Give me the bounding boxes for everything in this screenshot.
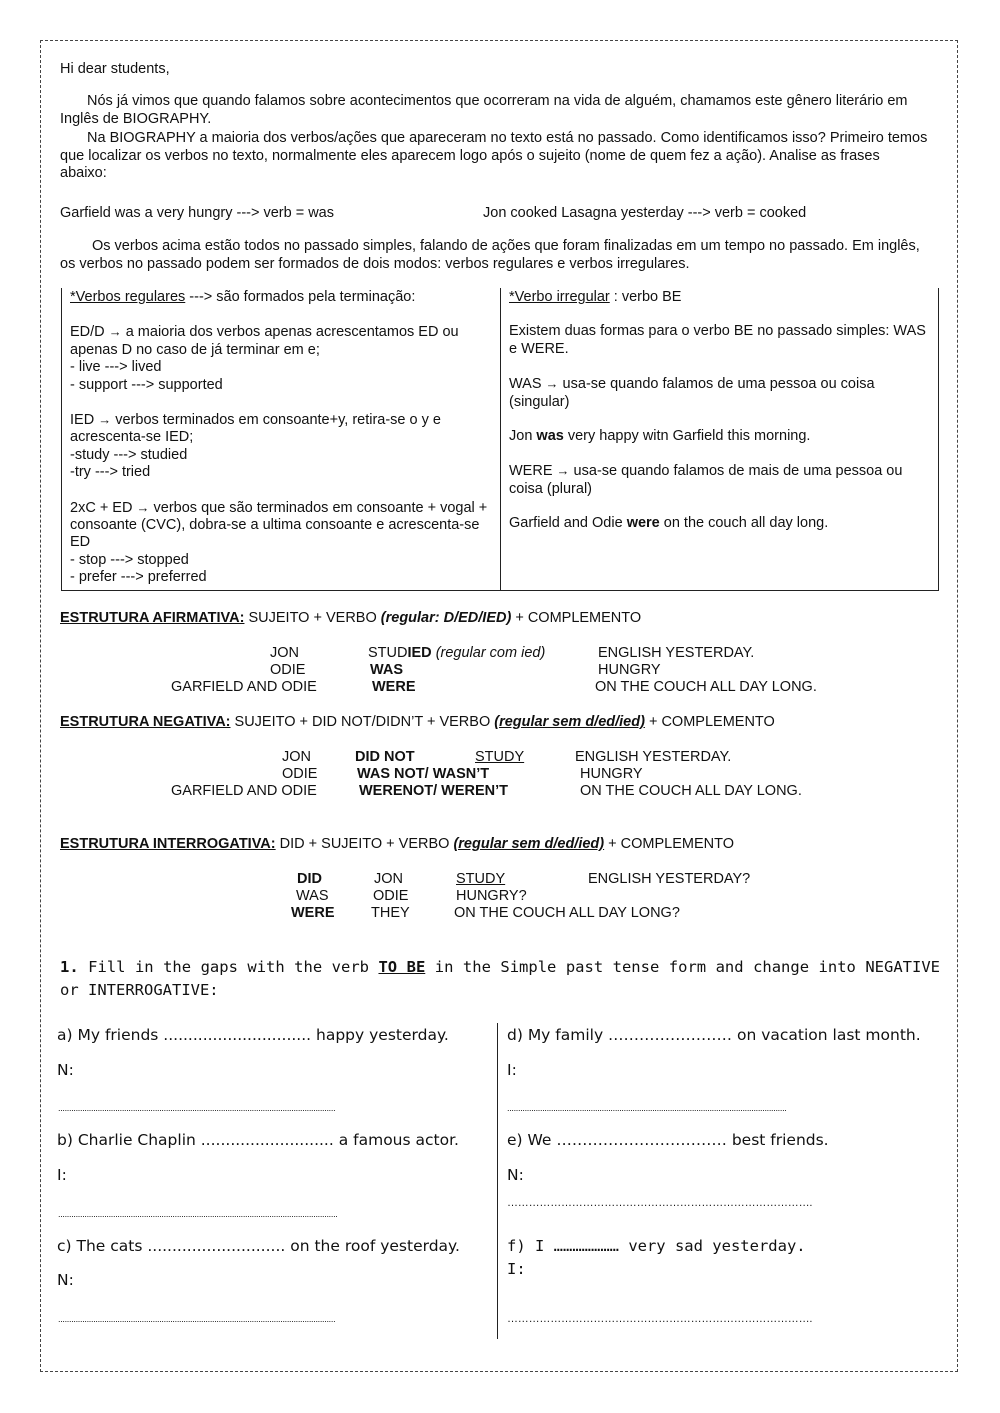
affirmative-row-3-complement: ON THE COUCH ALL DAY LONG.: [595, 679, 817, 695]
arrow-icon: →: [545, 376, 559, 392]
irregular-verb-cell: [509, 288, 933, 533]
interrogative-row-3-complement: ON THE COUCH ALL DAY LONG?: [454, 905, 680, 921]
rule-cvc: 2xC + ED → verbos que são terminados em consoante + vogal + consoante (CVC), dobra-se a ultima consoante e acrescenta-se ED: [70, 499, 488, 551]
negative-row-3-subject: GARFIELD AND ODIE: [171, 783, 317, 799]
affirmative-row-2-complement: HUNGRY: [598, 662, 661, 678]
table-divider: [500, 288, 501, 591]
exercise-d-answer-line[interactable]: ...............................................................................................................................: [507, 1103, 787, 1113]
rule-ed-example-1: - live ---> lived: [70, 359, 162, 376]
exercise-f-label: I:: [507, 1260, 526, 1278]
example-sentence-2: Jon cooked Lasagna yesterday ---> verb = cooked: [483, 205, 807, 221]
regular-verbs-cell: [70, 288, 488, 587]
affirmative-row-2-verb: WAS: [370, 662, 404, 678]
interrogative-row-2-subject: ODIE: [373, 888, 409, 904]
affirmative-row-3-subject: GARFIELD AND ODIE: [171, 679, 317, 695]
interrogative-row-3-aux: WERE: [291, 905, 335, 921]
arrow-icon: →: [556, 463, 570, 479]
irregular-title: *Verbo irregular : verbo BE: [509, 289, 682, 305]
be-forms-intro: Existem duas formas para o verbo BE no passado simples: WAS e WERE.: [509, 323, 926, 357]
exercise-b-sentence: b) Charlie Chaplin ........................... a famous actor.: [57, 1131, 459, 1149]
were-example: Garfield and Odie were on the couch all day long.: [509, 515, 829, 532]
rule-ied-example-2: -try ---> tried: [70, 464, 151, 481]
rule-ied-example-1: -study ---> studied: [70, 446, 188, 463]
affirmative-row-1-subject: JON: [270, 645, 299, 661]
intro-paragraph-1: Nós já vimos que quando falamos sobre acontecimentos que ocorreram na vida de alguém, chamamos este gênero literário em Inglês de BIOGRAPHY.: [60, 93, 908, 127]
exercise-a-label: N:: [57, 1061, 74, 1079]
exercise-f-sentence: f) I ………………… very sad yesterday.: [507, 1237, 806, 1255]
interrogative-row-1-aux: DID: [297, 871, 322, 887]
example-sentence-1: Garfield was a very hungry ---> verb = was: [60, 205, 334, 221]
intro-paragraph-2: Na BIOGRAPHY a maioria dos verbos/ações que apareceram no texto está no passado. Como identificamos isso? Primeiro temos que localizar os verbos no texto, normalmente eles aparecem logo após o sujeito (nome de quem fez a ação). Analise as frases abaixo:: [60, 130, 928, 181]
negative-row-1-complement: ENGLISH YESTERDAY.: [575, 749, 732, 765]
rule-were: WERE → usa-se quando falamos de mais de uma pessoa ou coisa (plural): [509, 463, 903, 497]
rule-was: WAS → usa-se quando falamos de uma pessoa ou coisa (singular): [509, 376, 875, 410]
exercise-a-sentence: a) My friends .............................. happy yesterday.: [57, 1026, 449, 1044]
exercise-d-sentence: d) My family …………………… on vacation last month.: [507, 1026, 921, 1044]
rule-cvc-example-1: - stop ---> stopped: [70, 551, 189, 568]
exercise-e-sentence: e) We …………………………… best friends.: [507, 1131, 829, 1149]
interrogative-formula: ESTRUTURA INTERROGATIVA: DID + SUJEITO + VERBO (regular sem d/ed/ied) + COMPLEMENTO: [60, 836, 734, 852]
greeting: Hi dear students,: [60, 61, 170, 77]
affirmative-formula: ESTRUTURA AFIRMATIVA: SUJEITO + VERBO (regular: D/ED/IED) + COMPLEMENTO: [60, 610, 642, 626]
arrow-icon: →: [136, 499, 150, 515]
exercise-c-sentence: c) The cats ............................ on the roof yesterday.: [57, 1237, 460, 1255]
exercise-instruction: 1. Fill in the gaps with the verb TO BE in the Simple past tense form and change into NEGATIVE or INTERROGATIVE:: [60, 958, 940, 999]
arrow-icon: →: [108, 324, 122, 340]
grammar-table: [61, 288, 939, 591]
was-example: Jon was very happy witn Garfield this morning.: [509, 428, 811, 445]
interrogative-row-1-complement: ENGLISH YESTERDAY?: [588, 871, 751, 887]
interrogative-row-1-subject: JON: [374, 871, 403, 887]
rule-ed-example-2: - support ---> supported: [70, 376, 223, 393]
exercise-b-answer-line[interactable]: ...............................................................................................................................: [58, 1209, 338, 1219]
interrogative-row-3-subject: THEY: [371, 905, 410, 921]
rule-ed: ED/D → a maioria dos verbos apenas acrescentamos ED ou apenas D no caso de já terminar em e;: [70, 324, 459, 358]
arrow-icon: →: [98, 412, 112, 428]
interrogative-row-1-verb: STUDY: [456, 871, 506, 887]
negative-row-3-complement: ON THE COUCH ALL DAY LONG.: [580, 783, 802, 799]
exercise-b-label: I:: [57, 1166, 67, 1184]
rule-cvc-example-2: - prefer ---> preferred: [70, 569, 207, 586]
exercise-divider: [497, 1023, 498, 1339]
negative-row-2-complement: HUNGRY: [580, 766, 643, 782]
affirmative-row-1-complement: ENGLISH YESTERDAY.: [598, 645, 755, 661]
affirmative-row-3-verb: WERE: [372, 679, 416, 695]
exercise-c-answer-line[interactable]: ..............................................................................................................................: [58, 1314, 336, 1324]
negative-row-2-verb: WAS NOT/ WASN’T: [357, 766, 490, 782]
exercise-a-answer-line[interactable]: ..............................................................................................................................: [58, 1103, 336, 1113]
exercise-e-answer-line[interactable]: ………………………………………………………………………….: [507, 1197, 813, 1209]
affirmative-row-2-subject: ODIE: [270, 662, 306, 678]
negative-row-2-subject: ODIE: [282, 766, 318, 782]
rule-ied: IED → verbos terminados em consoante+y, retira-se o y e acrescenta-se IED;: [70, 412, 441, 446]
exercise-e-label: N:: [507, 1166, 524, 1184]
regular-title: *Verbos regulares ---> são formados pela terminação:: [70, 289, 416, 305]
interrogative-row-2-complement: HUNGRY?: [456, 888, 527, 904]
negative-formula: ESTRUTURA NEGATIVA: SUJEITO + DID NOT/DIDN’T + VERBO (regular sem d/ed/ied) + COMPLEMENTO: [60, 714, 775, 730]
negative-row-3-verb: WERENOT/ WEREN’T: [359, 783, 509, 799]
exercise-f-answer-line[interactable]: ………………………………………………………………………….: [507, 1313, 813, 1325]
affirmative-row-1-verb: STUDIED (regular com ied): [368, 645, 546, 661]
negative-row-1-verb: STUDY: [475, 749, 525, 765]
exercise-c-label: N:: [57, 1271, 74, 1289]
exercise-d-label: I:: [507, 1061, 517, 1079]
negative-row-1-subject: JON: [282, 749, 311, 765]
intro-paragraph-3: Os verbos acima estão todos no passado simples, falando de ações que foram finalizadas em um tempo no passado. Em inglês, os verbos no passado podem ser formados de dois modos: verbos regulares e verbos irregulares.: [60, 238, 920, 272]
interrogative-row-2-aux: WAS: [296, 888, 329, 904]
negative-row-1-aux: DID NOT: [355, 749, 415, 765]
